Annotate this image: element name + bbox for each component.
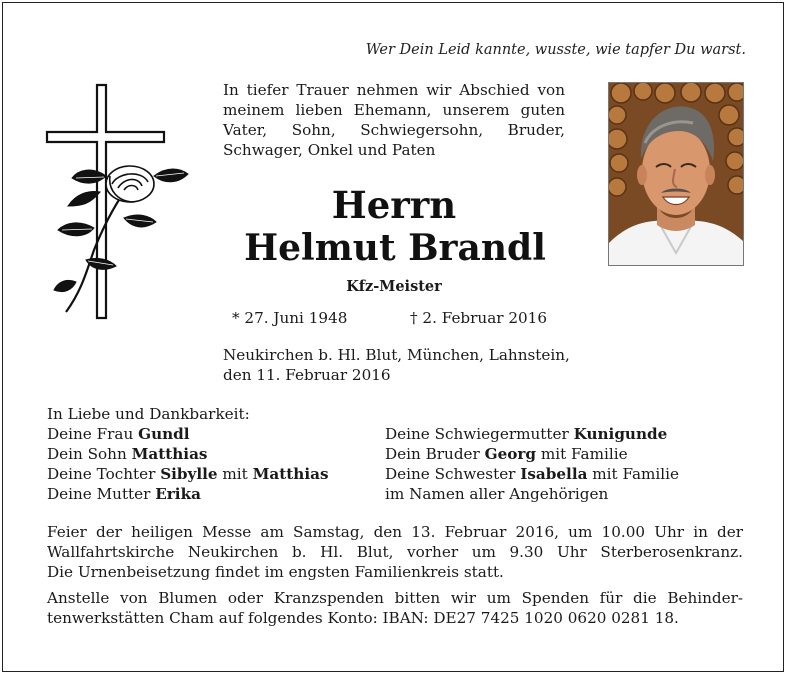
honorific: Herrn [331,183,457,227]
date-line: den 11. Februar 2016 [223,366,391,384]
family-column-right [385,424,715,504]
mass-line: Die Urnenbeisetzung findet im engsten Familienkreis statt. [47,563,504,581]
family-member: Deine Schwester Isabella mit Familie [385,465,679,483]
mass-line: Feier der heiligen Messe am Samstag, den 13. Februar 2016, um 10.00 Uhr in der [47,523,743,541]
intro-text: In tiefer Trauer nehmen wir Abschied von meinem lieben Ehemann, unserem guten Vater, Sohn, Schwiegersohn, Bruder, Schwager, Onkel und Paten [223,81,565,159]
deceased-name: Helmut Brandl [244,227,546,269]
donation-note [47,588,743,628]
family-member: Deine Frau Gundl [47,425,190,443]
family-member: Dein Bruder Georg mit Familie [385,445,628,463]
portrait-photo [608,82,744,266]
motto-quote: Wer Dein Leid kannte, wusste, wie tapfer Du warst. [365,42,746,58]
cross-with-rose-icon [42,80,192,325]
family-member: Deine Tochter Sibylle mit Matthias [47,465,329,483]
family-member: im Namen aller Angehörigen [385,485,609,503]
place-and-date [223,345,623,385]
family-column-left [47,424,377,504]
family-member: Deine Mutter Erika [47,485,201,503]
family-member: Deine Schwiegermutter Kunigunde [385,425,668,443]
thanks-heading: In Liebe und Dankbarkeit: [47,405,250,423]
donation-line: tenwerkstätten Cham auf folgendes Konto: IBAN: DE27 7425 1020 0620 0281 18. [47,609,679,627]
mass-line: Wallfahrtskirche Neukirchen b. Hl. Blut, vorher um 9.30 Uhr Sterberosenkranz. [47,543,743,561]
birth-date: * 27. Juni 1948 [232,309,348,327]
mass-announcement [47,522,743,582]
donation-line: Anstelle von Blumen oder Kranzspenden bitten wir um Spenden für die Behinder- [47,589,743,607]
place-line: Neukirchen b. Hl. Blut, München, Lahnstein, [223,346,570,364]
profession: Kfz-Meister [346,278,442,295]
death-date: † 2. Februar 2016 [410,309,547,327]
family-member: Dein Sohn Matthias [47,445,208,463]
